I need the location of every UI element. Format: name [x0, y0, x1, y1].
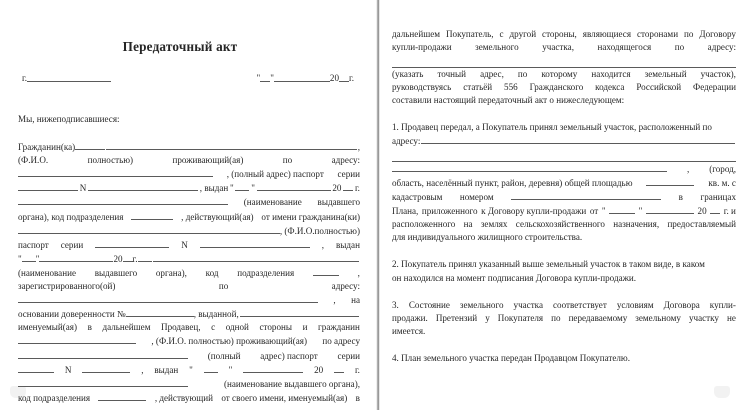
address-blank-line	[392, 54, 736, 68]
clause-1-address-field: адресу:	[392, 134, 736, 148]
field-buyer-passport: N , выдан " " 20 г.	[18, 363, 360, 377]
clause-1-plan-line: Плана, приложенного к Договору купли-продажи от " " 20 г. и	[392, 206, 736, 217]
intro-text: Мы, нижеподписавшиеся:	[18, 114, 120, 124]
field-buyer-subdivision-code: код подразделения , действующий от своего имени, именуемый(ая) в	[18, 392, 360, 403]
field-fio-caption: (Ф.И.О. полностью) проживающий(ая) по адресу:	[18, 155, 360, 166]
spacer	[392, 14, 736, 28]
page-title: Передаточный акт	[122, 39, 238, 54]
field-buyer-authority: (наименование выдавшего органа),	[18, 377, 360, 391]
city-field: г.	[22, 72, 111, 83]
spacer	[392, 107, 736, 121]
intro-line-2: купли-продажи земельного участка, находящегося по адресу:	[392, 42, 736, 53]
clause-1-blank-line-a	[392, 148, 736, 162]
field-buyer-address: (полный адрес) паспорт серии	[18, 349, 360, 363]
clause-3-line-2: продажи. Претензий у Покупателя по передаваемому земельному участку не	[392, 312, 736, 323]
field-issuing-authority: (наименование выдавшего	[18, 195, 360, 209]
field-passport-series-2: паспорт серии N , выдан	[18, 239, 360, 250]
clause-1-line-6: расположенного на землях сельскохозяйственного назначения, предоставляемый	[392, 219, 736, 230]
spacer	[392, 338, 736, 352]
spacer	[18, 83, 360, 113]
scan-artifact-icon	[714, 386, 730, 398]
intro-line-4: руководствуясь статьёй 556 Гражданского кодекса Российской Федерации	[392, 81, 736, 92]
spacer	[392, 285, 736, 299]
spacer	[18, 126, 360, 140]
clause-1-gorod-line: , (город,	[392, 162, 736, 176]
field-citizen: Гражданин(ка) ,	[18, 142, 360, 153]
clause-seller-definition: именуемый(ая) в дальнейшем Продавец, с одной стороны и гражданин	[18, 322, 360, 333]
clause-1-cadastral-line: кадастровым номером в границах	[392, 192, 736, 203]
intro-line-1: дальнейшем Покупатель, с другой стороны, являющиеся сторонами по Договору	[392, 29, 736, 39]
field-registered-address: зарегистрированного(ой) по адресу:	[18, 281, 360, 292]
spacer	[392, 244, 736, 258]
field-subdivision-code: органа), код подразделения , действующий(ая) от имени гражданина(ки)	[18, 211, 360, 222]
clause-2-line-1: 2. Покупатель принял указанный выше земельный участок в таком виде, в каком	[392, 259, 705, 270]
field-buyer-fio: , (Ф.И.О. полностью) проживающий(ая) по адресу	[18, 334, 360, 348]
clause-1-line-7: для индивидуального жилищного строительства.	[392, 232, 583, 243]
intro-line-5: составили настоящий передаточный акт о нижеследующем:	[392, 94, 625, 105]
field-passport-number: N , выдан " " 20 г.	[18, 181, 360, 195]
clause-1-lead: 1. Продавец передал, а Покупатель принял земельный участок, расположенный по	[392, 122, 712, 133]
clause-4-text: 4. План земельного участка передан Продавцом Покупателю.	[392, 352, 630, 363]
field-issue-date-2: " " 20 г.	[18, 252, 360, 266]
clause-3-line-1: 3. Состояние земельного участка соответствует условиям Договора купли-	[392, 299, 736, 310]
field-representative-fio: , (Ф.И.О. полностью)	[18, 224, 360, 238]
document-page-right	[380, 0, 750, 410]
field-address-continuation: , на	[18, 293, 360, 307]
clause-1-area-line: область, населённый пункт, район, деревня) общей площадью кв. м. с	[392, 177, 736, 188]
date-field: " " 20 г.	[256, 73, 354, 83]
intro-line-3: (указать точный адрес, по которому находится земельный участок),	[392, 68, 736, 79]
clause-2-line-2: он находился на момент подписания Договора купли-продажи.	[392, 272, 637, 283]
city-and-date-row	[18, 72, 360, 83]
clause-3-line-3: имеется.	[392, 325, 426, 336]
scan-artifact-icon	[10, 386, 26, 398]
field-authority-and-code: (наименование выдавшего органа), код подразделения ,	[18, 267, 360, 278]
field-power-of-attorney: основании доверенности № , выданной,	[18, 307, 360, 321]
field-full-address: , (полный адрес) паспорт серии	[18, 167, 360, 181]
